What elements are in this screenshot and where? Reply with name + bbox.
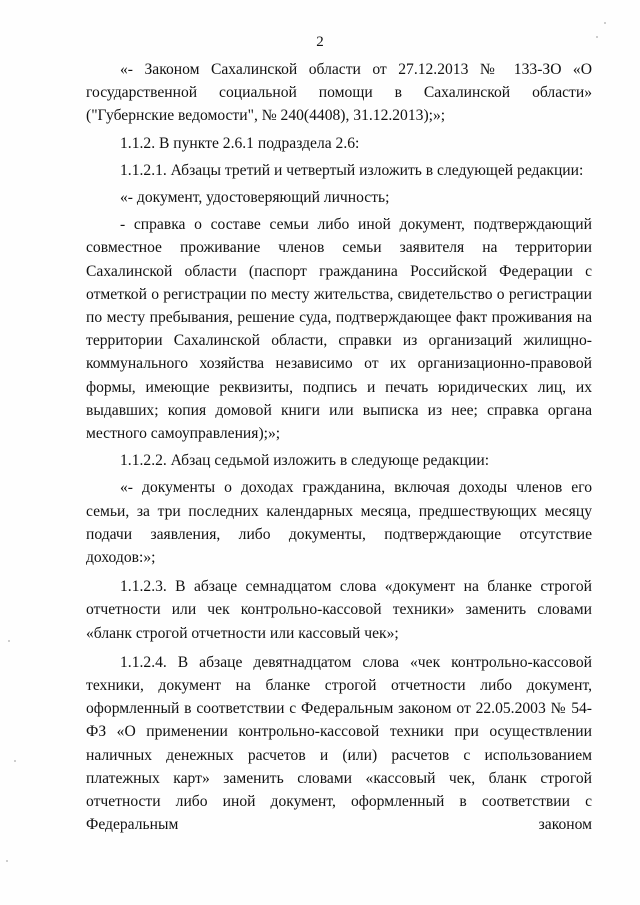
paragraph-1-1-2-1: 1.1.2.1. Абзацы третий и четвертый изложить в следующей редакции: [120,161,584,179]
scan-speck [604,22,606,24]
scan-speck [6,860,8,862]
scan-speck [596,36,598,38]
paragraph-income-documents: «- документы о доходах гражданина, включая доходы членов его семьи, за три последних календарных месяца, предшествующих месяцу подачи заявления, либо документы, подтверждающие отсутствие доходов:»; [86,479,592,567]
paragraph-1-1-2-3: 1.1.2.3. В абзаце семнадцатом слова «документ на бланке строгой отчетности или чек контрольно-кассовой техники» заменить словами «бланк строгой отчетности или кассовый чек»; [86,578,592,642]
page-number: 2 [316,34,324,50]
paragraph-1-1-2-4: 1.1.2.4. В абзаце девятнадцатом слова «чек контрольно-кассовой техники, документ на бланке строгой отчетности либо документ, оформленный в соответствии с Федеральным законом от 22.05.2003 № 54-ФЗ «О применении контрольно-кассовой техники при осуществлении наличных денежных расчетов и (или) расчетов с использованием платежных карт» заменить словами «кассовый чек, бланк строгой отчетности либо иной документ, оформленный в соответствии с Федеральным законом [86,653,592,834]
document-body [86,58,592,837]
paragraph-identity-document: «- документ, удостоверяющий личность; [120,189,390,207]
paragraph-family-certificate: - справка о составе семьи либо иной документ, подтверждающий совместное проживание членов семьи заявителя на территории Сахалинской области (паспорт гражданина Российской Федерации с отметкой о регистрации по месту жительства, свидетельство о регистрации по месту пребывания, решение суда, подтверждающее факт проживания на территории Сахалинской области, справки из организаций жилищно-коммунального хозяйства независимо от их организационно-правовой формы, имеющие реквизиты, подпись и печать юридических лиц, их выдавших; копия домовой книги или выписка из нее; справка органа местного самоуправления);»; [86,216,592,443]
paragraph-1-1-2: 1.1.2. В пункте 2.6.1 подраздела 2.6: [120,134,360,152]
paragraph-1-1-2-2: 1.1.2.2. Абзац седьмой изложить в следующе редакции: [120,452,490,470]
scan-speck [8,640,10,642]
paragraph-law-citation: «- Законом Сахалинской области от 27.12.2013 № 133-ЗО «О государственной социальной помощи в Сахалинской области» ("Губернские ведомости", № 240(4408), 31.12.2013);»; [86,61,592,125]
scan-speck [14,760,16,762]
